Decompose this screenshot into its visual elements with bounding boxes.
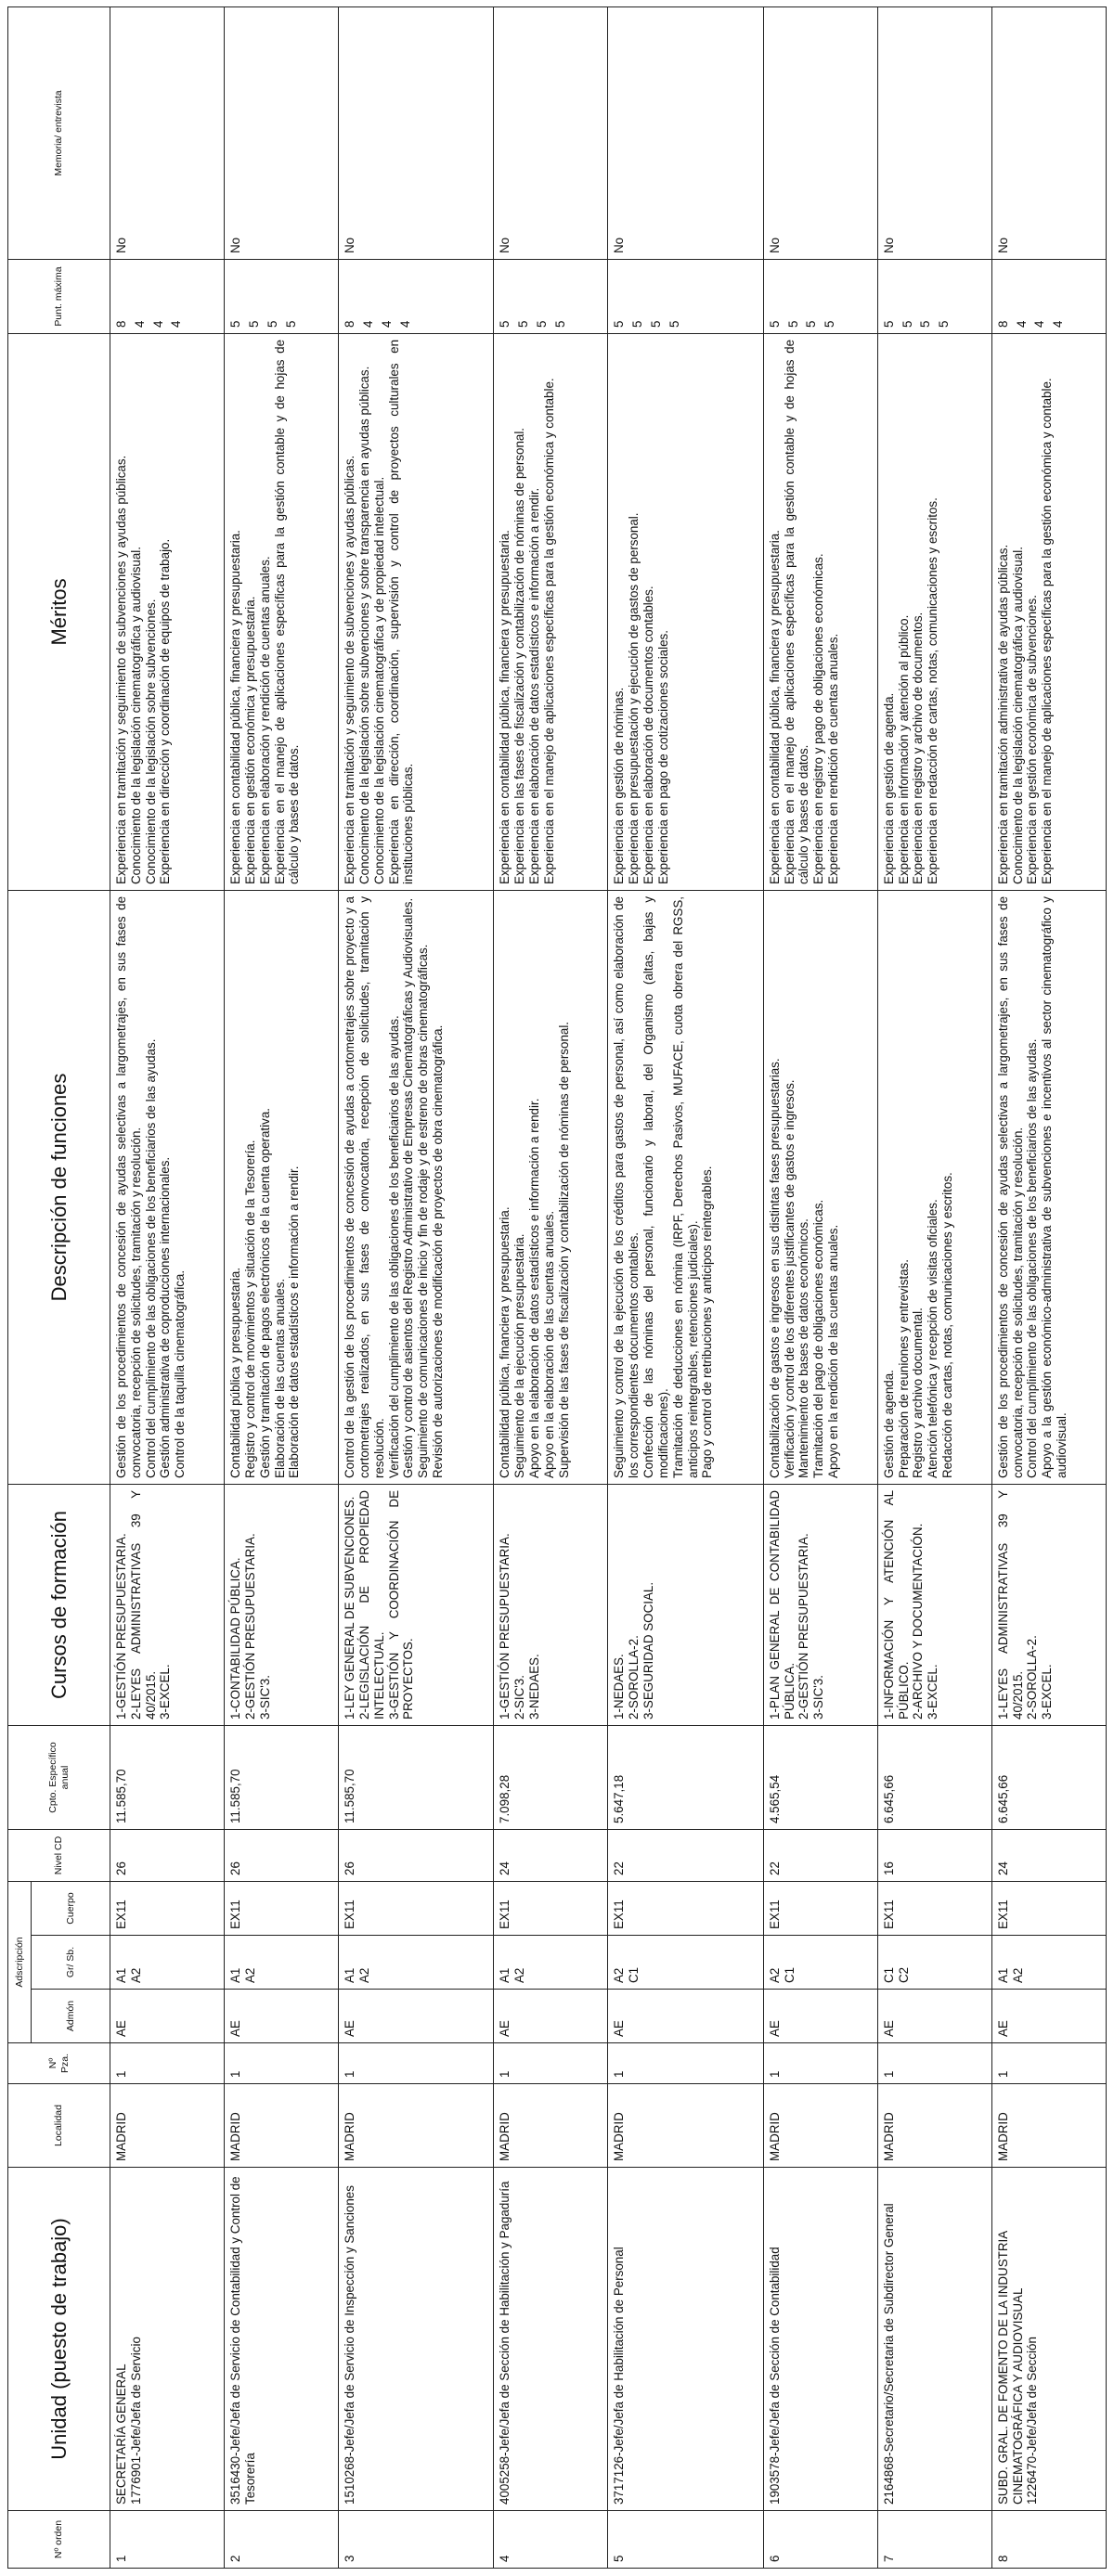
cell-punt-line: 5 [612,320,627,328]
cell-meritos-line: Experiencia en las fases de fiscalización y contabilización de nóminas de personal. [512,427,527,884]
cell-memoria: No [494,6,608,259]
cell-punt-line: 4 [397,320,412,328]
cell-npza: 1 [494,2043,608,2084]
cell-cursos-line: 3-EXCEL. [926,1664,940,1719]
cell-num: 4 [494,2511,608,2569]
header-unidad: Unidad (puesto de trabajo) [8,2168,110,2511]
cell-meritos-line: Experiencia en tramitación y seguimiento de subvenciones y ayudas públicas. [114,455,128,884]
cell-cuerpo: EX11 [608,1881,763,1935]
cell-memoria: No [991,6,1106,259]
cell-cursos-line: 2-LEYES ADMINISTRATIVAS 39 Y 40/2015. [128,1489,158,1719]
cell-descripcion-line: Control del cumplimiento de las obligaciones de los beneficiarios de las ayudas. [1025,1038,1040,1478]
cell-meritos-line: Experiencia en el manejo de aplicaciones específicas para la gestión económica y contable. [541,378,556,884]
header-localidad: Localidad [8,2084,110,2168]
cell-descripcion-line: Atención telefónica y recepción de visitas oficiales. [926,1199,940,1478]
cell-descripcion-line: Elaboración de las cuentas anuales. [272,1278,287,1478]
cell-descripcion-line: Mantenimiento de bases de datos económicos. [797,1218,811,1478]
cell-cursos [991,1484,1106,1725]
cell-punt-line: 8 [995,320,1010,328]
cell-descripcion-line: Control de la gestión de los procedimientos de concesión de ayudas a cortometrajes sobre proyecto y a cortometrajes realizados, en sus fases de convocatoria, recepción de solicitudes, tramitación y resolución. [343,895,386,1478]
cell-unidad [339,2168,494,2511]
cell-punt [110,259,225,333]
cell-meritos [608,333,763,890]
cell-admon: AE [608,1990,763,2043]
cell-unidad-line: 4005258-Jefe/Jefa de Sección de Habilitación y Pagaduría [498,2181,512,2505]
header-adscripcion: Adscripción [8,1881,32,2042]
cell-meritos [110,333,225,890]
cell-admon: AE [110,1990,225,2043]
cell-punt-line: 5 [228,320,243,328]
cell-unidad [991,2168,1106,2511]
header-nivel: Nivel CD [8,1829,110,1881]
header-cursos: Cursos de formación [8,1484,110,1725]
cell-punt-line: 8 [343,320,357,328]
cell-cuerpo: EX11 [877,1881,991,1935]
cell-descripcion [494,890,608,1484]
cell-npza: 1 [763,2043,877,2084]
cell-cursos [763,1484,877,1725]
cell-memoria: No [763,6,877,259]
cell-unidad-line: 2164868-Secretario/Secretaria de Subdirector General [881,2203,896,2505]
cell-cursos-line: 1-GESTIÓN PRESUPUESTARIA. [498,1533,512,1719]
cell-punt-line: 5 [667,320,681,328]
cell-descripcion-line: Registro y archivo documental. [911,1307,926,1478]
cell-grsb-line: C2 [896,1966,911,1983]
cell-admon: AE [339,1990,494,2043]
cell-unidad-line: 3717126-Jefe/Jefa de Habilitación de Personal [612,2247,627,2505]
cell-cursos-line: 1-INFORMACIÓN Y ATENCIÓN AL PÚBLICO. [881,1489,911,1719]
cell-cursos-line: 3-NEDAES. [527,1654,542,1719]
cell-punt-line: 4 [150,320,165,328]
cell-punt-line: 5 [804,320,819,328]
cell-meritos-line: Conocimiento de la legislación sobre subvenciones y sobre transparencia en ayudas públicas. [356,366,371,884]
cell-descripcion-line: Seguimiento de comunicaciones de inicio y fin de rodaje y de estreno de obras cinematográficas. [416,944,431,1478]
cell-punt-line: 5 [265,320,279,328]
cell-descripcion-line: Apoyo en la elaboración de datos estadísticos e información a rendir. [527,1098,542,1478]
cell-punt-line: 5 [937,320,952,328]
cell-cursos [877,1484,991,1725]
cell-grsb [608,1936,763,1990]
cell-punt-line: 5 [283,320,298,328]
cell-npza: 1 [339,2043,494,2084]
cell-cuerpo: EX11 [991,1881,1106,1935]
cell-unidad [110,2168,225,2511]
cell-punt [991,259,1106,333]
cell-meritos-line: Experiencia en gestión económica y presupuestaria. [242,596,257,884]
cell-admon: AE [991,1990,1106,2043]
cell-num: 5 [608,2511,763,2569]
cell-punt-line: 4 [379,320,394,328]
cell-descripcion-line: Supervisión de las fases de fiscalización y contabilización de nóminas de personal. [556,1021,571,1478]
cell-punt-line: 5 [552,320,567,328]
cell-grsb [339,1936,494,1990]
cell-grsb [110,1936,225,1990]
cell-meritos [991,333,1106,890]
cell-meritos-line: Experiencia en el manejo de aplicaciones específicas para la gestión económica y contable. [1040,378,1055,884]
cell-meritos-line: Experiencia en gestión de nóminas. [612,687,627,884]
cell-cursos-line: 1-LEY GENERAL DE SUBVENCIONES. [343,1496,357,1719]
cell-grsb [494,1936,608,1990]
cell-grsb-line: A2 [767,1967,782,1983]
cell-num: 8 [991,2511,1106,2569]
cell-meritos [494,333,608,890]
cell-memoria: No [608,6,763,259]
cell-descripcion-line: Gestión y control de asientos del Registro Administrativo de Empresas Cinematográficas y Audiovisuales. [401,897,416,1478]
cell-grsb-line: A2 [128,1967,143,1983]
cell-cpto: 11.585,70 [225,1725,339,1829]
cell-descripcion [608,890,763,1484]
cell-grsb-line: A1 [498,1967,512,1983]
cell-meritos [877,333,991,890]
cell-cursos-line: 3-GESTIÓN Y COORDINACIÓN DE PROYECTOS. [386,1489,416,1719]
cell-grsb-line: A1 [228,1967,243,1983]
cell-descripcion-line: Tramitación de deducciones en nómina (IRPF, Derechos Pasivos, MUFACE, cuota obrera del RGSS, anticipos reintegrables, retenciones judiciales). [670,895,700,1478]
cell-punt-line: 5 [900,320,914,328]
cell-localidad: MADRID [608,2084,763,2168]
cell-meritos-line: Experiencia en elaboración de datos estadísticos e información a rendir. [527,487,542,884]
cell-nivel: 22 [608,1829,763,1881]
cell-descripcion-line: Contabilidad pública, financiera y presupuestaria. [498,1206,512,1478]
cell-grsb-line: C1 [782,1966,797,1983]
cell-cursos-line: 3-EXCEL. [158,1664,173,1719]
cell-descripcion-line: Gestión administrativa de coproducciones internacionales. [158,1156,173,1478]
cell-punt-line: 5 [785,320,800,328]
cell-punt-line: 4 [1032,320,1047,328]
cell-localidad: MADRID [991,2084,1106,2168]
cell-grsb-line: A1 [114,1967,128,1983]
header-descripcion: Descripción de funciones [8,890,110,1484]
cell-cpto: 5.647,18 [608,1725,763,1829]
cell-meritos-line: Conocimiento de la legislación cinematográfica y audiovisual. [128,547,143,884]
cell-descripcion-line: Tramitación del pago de obligaciones económicas. [811,1199,826,1478]
cell-localidad: MADRID [110,2084,225,2168]
cell-meritos [763,333,877,890]
table-row [339,6,494,2568]
cell-punt-line: 4 [1014,320,1029,328]
header-punt: Punt. máxima [8,259,110,333]
cell-grsb-line: A1 [995,1967,1010,1983]
cell-num: 1 [110,2511,225,2569]
cell-grsb-line: C1 [881,1966,896,1983]
cell-grsb [763,1936,877,1990]
cell-descripcion-line: Elaboración de datos estadísticos e información a rendir. [287,1166,302,1478]
cell-cpto: 11.585,70 [110,1725,225,1829]
cell-descripcion-line: Apoyo en la elaboración de las cuentas anuales. [541,1210,556,1478]
cell-cursos [339,1484,494,1725]
cell-meritos [339,333,494,890]
cell-localidad: MADRID [494,2084,608,2168]
cell-descripcion-line: Preparación de reuniones y entrevistas. [896,1259,911,1478]
cell-npza: 1 [877,2043,991,2084]
cell-grsb-line: A2 [512,1967,527,1983]
table-body [110,6,1107,2568]
cell-meritos-line: Experiencia en registro y pago de obligaciones económicas. [811,553,826,884]
cell-unidad-line: 1226470-Jefe/Jefa de Sección [1025,2337,1040,2505]
cell-grsb-line: C1 [627,1966,641,1983]
cell-meritos-line: Conocimiento de la legislación sobre subvenciones. [143,599,158,884]
cell-admon: AE [877,1990,991,2043]
cell-cpto: 6.645,66 [991,1725,1106,1829]
cell-nivel: 26 [339,1829,494,1881]
header-cpto: Cpto. Específico anual [8,1725,110,1829]
cell-unidad [763,2168,877,2511]
cell-meritos [225,333,339,890]
cell-unidad-line: 1510268-Jefe/Jefa de Servicio de Inspección y Sanciones [343,2185,357,2505]
cell-meritos-line: Experiencia en dirección, coordinación, supervisión y control de proyectos culturales en instituciones públicas. [386,339,416,884]
cell-descripcion [763,890,877,1484]
cell-meritos-line: Experiencia en elaboración y rendición de cuentas anuales. [257,556,272,884]
cell-descripcion-line: Confección de las nóminas del personal, funcionario y laboral, del Organismo (altas, bajas y modificaciones). [641,895,670,1478]
cell-grsb-line: A1 [343,1967,357,1983]
cell-cursos-line: 2-SOROLLA-2. [1025,1635,1040,1719]
cell-num: 7 [877,2511,991,2569]
cell-descripcion-line: Revisión de autorizaciones de modificación de proyectos de obra cinematográfica. [431,1024,445,1478]
cell-meritos-line: Experiencia en rendición de cuentas anuales. [825,633,840,884]
cell-nivel: 22 [763,1829,877,1881]
cell-grsb [225,1936,339,1990]
cell-cuerpo: EX11 [110,1881,225,1935]
header-npza: Nº Pza. [8,2043,110,2084]
cell-cuerpo: EX11 [339,1881,494,1935]
cell-meritos-line: Conocimiento de la legislación cinematográfica y de propiedad intelectual. [371,476,386,884]
cell-admon: AE [225,1990,339,2043]
cell-punt [494,259,608,333]
cell-descripcion-line: Control del cumplimiento de las obligaciones de los beneficiarios de las ayudas. [143,1038,158,1478]
cell-punt-line: 5 [630,320,645,328]
cell-cursos-line: 2-GESTIÓN PRESUPUESTARIA. [242,1533,257,1719]
cell-nivel: 24 [494,1829,608,1881]
cell-unidad [608,2168,763,2511]
cell-punt [339,259,494,333]
cell-descripcion-line: Contabilización de gastos e ingresos en sus distintas fases presupuestarias. [767,1058,782,1478]
cell-cursos-line: 1-CONTABILIDAD PÚBLICA. [228,1557,243,1719]
cell-cursos-line: 2-ARCHIVO Y DOCUMENTACIÓN. [911,1523,926,1719]
cell-punt-line: 4 [132,320,147,328]
job-positions-table [7,6,1107,2569]
table-row [991,6,1106,2568]
cell-grsb-line: A2 [356,1967,371,1983]
cell-meritos-line: Experiencia en registro y archivo de documentos. [911,612,926,884]
cell-punt-line: 5 [823,320,837,328]
cell-punt-line: 5 [649,320,664,328]
cell-descripcion-line: Gestión de los procedimientos de concesión de ayudas selectivas a largometrajes, en sus fases de convocatoria, recepción de solicitudes, tramitación y resolución. [995,895,1025,1478]
table-row [877,6,991,2568]
cell-descripcion-line: Registro y control de movimientos y situación de la Tesorería. [242,1140,257,1478]
cell-punt-line: 4 [169,320,184,328]
header-meritos: Méritos [8,333,110,890]
cell-unidad-line: SECRETARÍA GENERAL [114,2363,128,2505]
cell-punt-line: 5 [881,320,896,328]
cell-cuerpo: EX11 [494,1881,608,1935]
cell-npza: 1 [991,2043,1106,2084]
cell-localidad: MADRID [877,2084,991,2168]
cell-meritos-line: Experiencia en pago de cotizaciones sociales. [655,630,670,884]
cell-meritos-line: Experiencia en el manejo de aplicaciones específicas para la gestión contable y de hojas de cálculo y bases de datos. [782,339,811,884]
table-row [494,6,608,2568]
cell-unidad [494,2168,608,2511]
cell-descripcion-line: Verificación del cumplimiento de las obligaciones de los beneficiarios de las ayudas. [386,1015,401,1478]
cell-meritos-line: Experiencia en el manejo de aplicaciones específicas para la gestión contable y de hojas de cálculo y bases de datos. [272,339,302,884]
cell-unidad-line: 1776901-Jefe/Jefa de Servicio [128,2337,143,2505]
cell-cursos [608,1484,763,1725]
cell-punt-line: 5 [535,320,550,328]
table-row [763,6,877,2568]
cell-unidad-line: 3516430-Jefe/Jefa de Servicio de Contabilidad y Control de Tesorería [228,2176,257,2505]
cell-descripcion [110,890,225,1484]
header-memoria: Memoria/ entrevista [8,6,110,259]
cell-nivel: 16 [877,1829,991,1881]
cell-punt [763,259,877,333]
cell-cpto: 7.098,28 [494,1725,608,1829]
cell-punt [877,259,991,333]
cell-cursos-line: 3-SIC'3. [811,1675,826,1719]
cell-meritos-line: Conocimiento de la legislación cinematográfica y audiovisual. [1010,547,1025,884]
cell-localidad: MADRID [225,2084,339,2168]
cell-meritos-line: Experiencia en contabilidad pública, financiera y presupuestaria. [228,530,243,884]
table-row [110,6,225,2568]
cell-cpto: 11.585,70 [339,1725,494,1829]
cell-punt-line: 5 [918,320,933,328]
table-row [608,6,763,2568]
cell-descripcion-line: Seguimiento de la ejecución presupuestaria. [512,1233,527,1478]
cell-descripcion [225,890,339,1484]
cell-npza: 1 [608,2043,763,2084]
cell-memoria: No [877,6,991,259]
cell-cursos [225,1484,339,1725]
cell-descripcion-line: Pago y control de retribuciones y anticipos reintegrables. [700,1166,715,1478]
cell-cursos-line: 2-SIC'3. [512,1675,527,1719]
cell-descripcion-line: Gestión de agenda. [881,1370,896,1478]
cell-meritos-line: Experiencia en tramitación y seguimiento de subvenciones y ayudas públicas. [343,455,357,884]
cell-descripcion-line: Gestión de los procedimientos de concesión de ayudas selectivas a largometrajes, en sus fases de convocatoria, recepción de solicitudes, tramitación y resolución. [114,895,143,1478]
cell-memoria: No [225,6,339,259]
cell-descripcion-line: Redacción de cartas, notas, comunicaciones y escritos. [940,1172,955,1478]
cell-descripcion-line: Control de la taquilla cinematográfica. [173,1269,188,1478]
cell-unidad [877,2168,991,2511]
cell-descripcion [339,890,494,1484]
cell-cursos-line: 1-LEYES ADMINISTRATIVAS 39 Y 40/2015. [995,1489,1025,1719]
cell-punt [608,259,763,333]
cell-cuerpo: EX11 [763,1881,877,1935]
cell-punt-line: 4 [1051,320,1066,328]
cell-cursos-line: 3-EXCEL. [1040,1664,1055,1719]
cell-punt-line: 5 [767,320,782,328]
header-admon: Admón [32,1990,110,2043]
cell-memoria: No [339,6,494,259]
cell-cursos-line: 1-PLAN GENERAL DE CONTABILIDAD PÚBLICA. [767,1489,797,1719]
header-num: Nº orden [8,2511,110,2569]
cell-npza: 1 [225,2043,339,2084]
cell-descripcion-line: Gestión y tramitación de pagos electrónicos de la cuenta operativa. [257,1108,272,1478]
cell-meritos-line: Experiencia en información y atención al público. [896,614,911,884]
cell-nivel: 26 [110,1829,225,1881]
cell-punt [225,259,339,333]
cell-meritos-line: Experiencia en tramitación administrativa de ayudas públicas. [995,544,1010,884]
cell-grsb-line: A2 [612,1967,627,1983]
header-cuerpo: Cuerpo [32,1881,110,1935]
cell-descripcion-line: Verificación y control de los diferentes justificantes de gastos e ingresos. [782,1079,797,1478]
table-row [225,6,339,2568]
cell-cursos-line: 1-NEDAES. [612,1654,627,1719]
cell-meritos-line: Experiencia en presupuestación y ejecución de gastos de personal. [627,512,641,884]
cell-cursos-line: 2-GESTIÓN PRESUPUESTARIA. [797,1533,811,1719]
cell-admon: AE [763,1990,877,2043]
cell-cpto: 4.565,54 [763,1725,877,1829]
cell-descripcion-line: Apoyo en la rendición de las cuentas anuales. [825,1224,840,1478]
cell-npza: 1 [110,2043,225,2084]
cell-punt-line: 5 [246,320,261,328]
cell-cuerpo: EX11 [225,1881,339,1935]
cell-punt-line: 5 [498,320,512,328]
cell-cursos [494,1484,608,1725]
cell-memoria: No [110,6,225,259]
header-grsb: Gr/ Sb. [32,1936,110,1990]
cell-grsb [991,1936,1106,1990]
cell-admon: AE [494,1990,608,2043]
cell-descripcion-line: Contabilidad pública y presupuestaria. [228,1267,243,1478]
cell-punt-line: 4 [360,320,375,328]
cell-cursos-line: 3-SEGURIDAD SOCIAL. [641,1581,656,1719]
cell-descripcion-line: Apoyo a la gestión económico-administrativa de subvenciones e incentivos al sector cinematográfico y audiovisual. [1040,895,1069,1478]
cell-cursos-line: 2-LEGISLACIÓN DE PROPIEDAD INTELECTUAL. [356,1489,386,1719]
cell-cursos-line: 1-GESTIÓN PRESUPUESTARIA. [114,1533,128,1719]
cell-meritos-line: Experiencia en redacción de cartas, notas, comunicaciones y escritos. [926,497,940,884]
cell-grsb-line: A2 [1010,1967,1025,1983]
cell-meritos-line: Experiencia en gestión económica de subvenciones. [1025,595,1040,884]
cell-localidad: MADRID [763,2084,877,2168]
cell-cursos-line: 3-SIC'3. [257,1675,272,1719]
cell-descripcion-line: Seguimiento y control de la ejecución de los créditos para gastos de personal, así como elaboración de los correspondientes documentos contables. [612,895,641,1478]
cell-unidad-line: SUBD. GRAL. DE FOMENTO DE LA INDUSTRIA CINEMATOGRÁFICA Y AUDIOVISUAL [995,2231,1025,2505]
cell-descripcion [991,890,1106,1484]
cell-cpto: 6.645,66 [877,1725,991,1829]
cell-grsb [877,1936,991,1990]
cell-punt-line: 8 [114,320,128,328]
cell-num: 3 [339,2511,494,2569]
cell-unidad-line: 1903578-Jefe/Jefa de Sección de Contabilidad [767,2247,782,2505]
cell-localidad: MADRID [339,2084,494,2168]
cell-nivel: 24 [991,1829,1106,1881]
cell-cursos-line: 2-SOROLLA-2. [627,1635,641,1719]
cell-meritos-line: Experiencia en elaboración de documentos contables. [641,586,656,884]
cell-meritos-line: Experiencia en dirección y coordinación de equipos de trabajo. [158,538,173,884]
cell-unidad [225,2168,339,2511]
cell-meritos-line: Experiencia en gestión de agenda. [881,692,896,884]
cell-nivel: 26 [225,1829,339,1881]
cell-num: 2 [225,2511,339,2569]
cell-meritos-line: Experiencia en contabilidad pública, financiera y presupuestaria. [767,530,782,884]
cell-meritos-line: Experiencia en contabilidad pública, financiera y presupuestaria. [498,530,512,884]
cell-descripcion [877,890,991,1484]
cell-punt-line: 5 [516,320,531,328]
cell-cursos [110,1484,225,1725]
cell-num: 6 [763,2511,877,2569]
cell-grsb-line: A2 [242,1967,257,1983]
